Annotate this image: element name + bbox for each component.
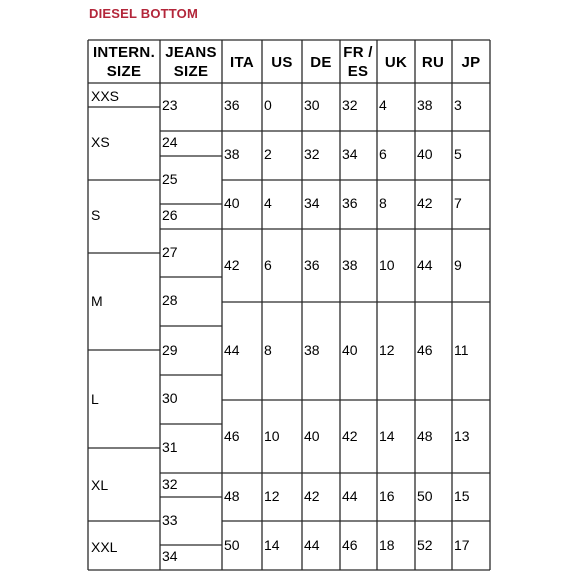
header-intern-size-line2: SIZE — [106, 63, 142, 80]
cell-ita: 50 — [224, 537, 240, 553]
cell-jp: 7 — [454, 195, 462, 211]
table-row — [224, 537, 470, 553]
table-row — [224, 488, 470, 504]
chart-title: DIESEL BOTTOM — [89, 6, 199, 21]
cell-de: 30 — [304, 97, 320, 113]
cell-ru: 38 — [417, 97, 433, 113]
jeans-size-28: 28 — [162, 292, 178, 308]
cell-us: 2 — [264, 146, 272, 162]
jeans-size-32: 32 — [162, 476, 178, 492]
cell-de: 36 — [304, 257, 320, 273]
cell-ita: 42 — [224, 257, 240, 273]
header-ru: RU — [421, 54, 445, 71]
cell-ru: 42 — [417, 195, 433, 211]
cell-us: 4 — [264, 195, 272, 211]
cell-de: 40 — [304, 428, 320, 444]
cell-fr-es: 44 — [342, 488, 358, 504]
intern-size-xs: XS — [91, 134, 110, 150]
header-fr-es-line1: FR / — [343, 44, 373, 61]
cell-ru: 50 — [417, 488, 433, 504]
cell-de: 38 — [304, 342, 320, 358]
cell-jp: 5 — [454, 146, 462, 162]
header-jeans-size-line1: JEANS — [165, 44, 217, 61]
cell-jp: 15 — [454, 488, 470, 504]
cell-de: 34 — [304, 195, 320, 211]
cell-uk: 4 — [379, 97, 387, 113]
cell-fr-es: 42 — [342, 428, 358, 444]
header-uk: UK — [384, 54, 408, 71]
cell-uk: 18 — [379, 537, 395, 553]
table-row — [224, 97, 462, 113]
jeans-size-23: 23 — [162, 97, 178, 113]
jeans-size-26: 26 — [162, 207, 178, 223]
cell-de: 32 — [304, 146, 320, 162]
intern-size-xxl: XXL — [91, 539, 118, 555]
cell-ita: 40 — [224, 195, 240, 211]
jeans-size-31: 31 — [162, 439, 178, 455]
header-de: DE — [310, 54, 332, 71]
cell-uk: 6 — [379, 146, 387, 162]
intern-size-l: L — [91, 391, 99, 407]
header-fr-es-line2: ES — [347, 63, 369, 80]
cell-us: 0 — [264, 97, 272, 113]
intern-size-m: M — [91, 293, 103, 309]
cell-ita: 48 — [224, 488, 240, 504]
cell-ru: 44 — [417, 257, 433, 273]
cell-fr-es: 32 — [342, 97, 358, 113]
cell-uk: 12 — [379, 342, 395, 358]
cell-ita: 36 — [224, 97, 240, 113]
cell-ita: 44 — [224, 342, 240, 358]
jeans-size-24: 24 — [162, 134, 178, 150]
jeans-size-29: 29 — [162, 342, 178, 358]
cell-fr-es: 34 — [342, 146, 358, 162]
jeans-size-34: 34 — [162, 548, 178, 564]
table-row — [224, 342, 469, 358]
cell-uk: 16 — [379, 488, 395, 504]
header-us: US — [271, 54, 293, 71]
cell-ita: 38 — [224, 146, 240, 162]
cell-ru: 40 — [417, 146, 433, 162]
cell-us: 8 — [264, 342, 272, 358]
cell-de: 42 — [304, 488, 320, 504]
cell-fr-es: 46 — [342, 537, 358, 553]
cell-fr-es: 40 — [342, 342, 358, 358]
table-row — [224, 195, 462, 211]
cell-uk: 10 — [379, 257, 395, 273]
cell-us: 14 — [264, 537, 280, 553]
cell-ru: 48 — [417, 428, 433, 444]
jeans-size-33: 33 — [162, 512, 178, 528]
intern-size-xl: XL — [91, 477, 109, 493]
cell-jp: 9 — [454, 257, 462, 273]
cell-us: 12 — [264, 488, 280, 504]
cell-fr-es: 38 — [342, 257, 358, 273]
intern-size-s: S — [91, 207, 101, 223]
cell-jp: 17 — [454, 537, 470, 553]
cell-de: 44 — [304, 537, 320, 553]
cell-us: 10 — [264, 428, 280, 444]
table-row — [224, 428, 470, 444]
cell-jp: 3 — [454, 97, 462, 113]
cell-us: 6 — [264, 257, 272, 273]
table-row — [224, 257, 462, 273]
cell-fr-es: 36 — [342, 195, 358, 211]
cell-jp: 13 — [454, 428, 470, 444]
cell-ru: 52 — [417, 537, 433, 553]
table-row — [224, 146, 462, 162]
header-intern-size-line1: INTERN. — [92, 44, 156, 61]
cell-jp: 11 — [454, 342, 469, 358]
jeans-size-25: 25 — [162, 171, 178, 187]
cell-ita: 46 — [224, 428, 240, 444]
header-ita: ITA — [230, 54, 254, 71]
header-jeans-size-line2: SIZE — [173, 63, 209, 80]
jeans-size-27: 27 — [162, 244, 178, 260]
jeans-size-30: 30 — [162, 390, 178, 406]
header-jp: JP — [461, 54, 481, 71]
cell-uk: 14 — [379, 428, 395, 444]
cell-uk: 8 — [379, 195, 387, 211]
cell-ru: 46 — [417, 342, 433, 358]
intern-size-xxs: XXS — [91, 88, 120, 104]
